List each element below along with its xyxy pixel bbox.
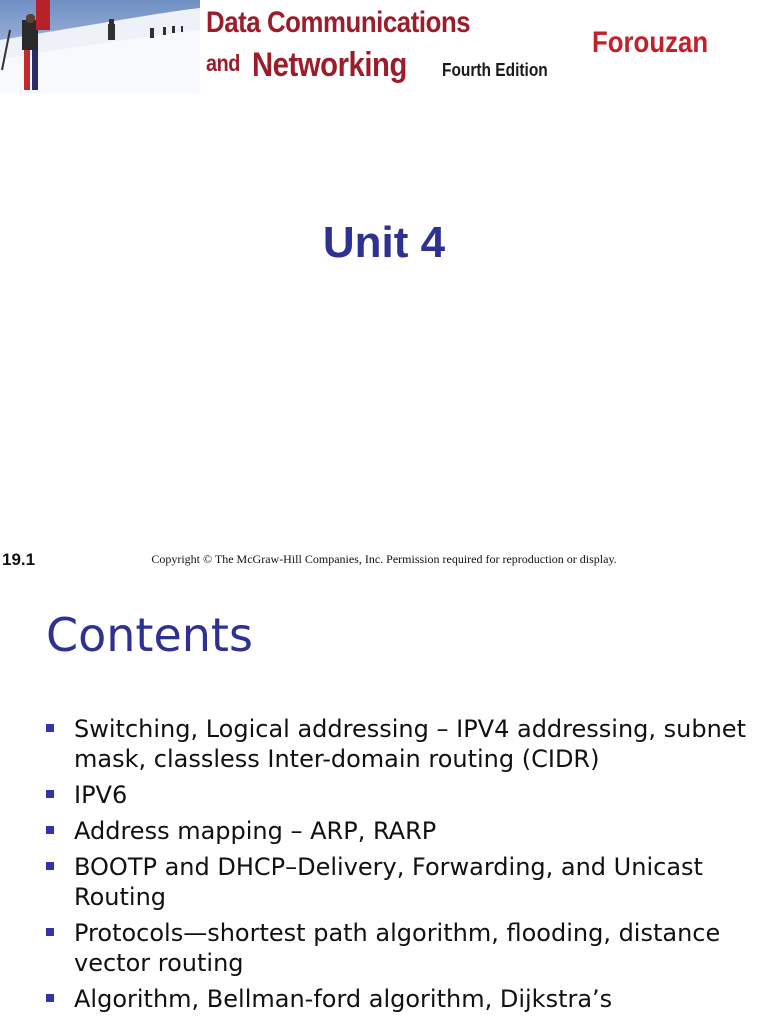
list-item	[46, 816, 746, 846]
bullet-square-icon	[46, 928, 54, 936]
list-item	[46, 984, 746, 1014]
list-item-text: BOOTP and DHCP–Delivery, Forwarding, and Unicast Routing	[74, 853, 703, 911]
bullet-square-icon	[46, 826, 54, 834]
contents-list	[46, 714, 746, 1020]
list-item	[46, 918, 746, 978]
mountaineers-image	[0, 0, 200, 93]
author-name: Forouzan	[592, 26, 709, 59]
list-item-text: Address mapping – ARP, RARP	[74, 817, 437, 845]
book-title-line1: Data Communications	[206, 6, 471, 39]
bullet-square-icon	[46, 790, 54, 798]
edition-label: Fourth Edition	[442, 60, 548, 80]
book-title-networking: Networking	[252, 46, 407, 84]
book-title-and: and	[206, 50, 240, 76]
list-item	[46, 714, 746, 774]
slide-number: 19.1	[2, 550, 36, 569]
contents-title: Contents	[46, 608, 253, 662]
bullet-square-icon	[46, 994, 54, 1002]
slide-title: Unit 4	[322, 218, 446, 267]
bullet-square-icon	[46, 862, 54, 870]
list-item-text: IPV6	[74, 781, 128, 809]
list-item-text: Algorithm, Bellman-ford algorithm, Dijkstra’s	[74, 985, 613, 1013]
copyright-notice: Copyright © The McGraw-Hill Companies, Inc. Permission required for reproduction or display.	[151, 552, 617, 566]
book-banner	[0, 0, 768, 93]
list-item-text: Switching, Logical addressing – IPV4 addressing, subnet mask, classless Inter-domain routing (CIDR)	[74, 715, 746, 773]
bullet-square-icon	[46, 724, 54, 732]
list-item	[46, 780, 746, 810]
slide-2	[0, 590, 768, 1024]
list-item-text: Protocols—shortest path algorithm, flooding, distance vector routing	[74, 919, 721, 977]
list-item	[46, 852, 746, 912]
